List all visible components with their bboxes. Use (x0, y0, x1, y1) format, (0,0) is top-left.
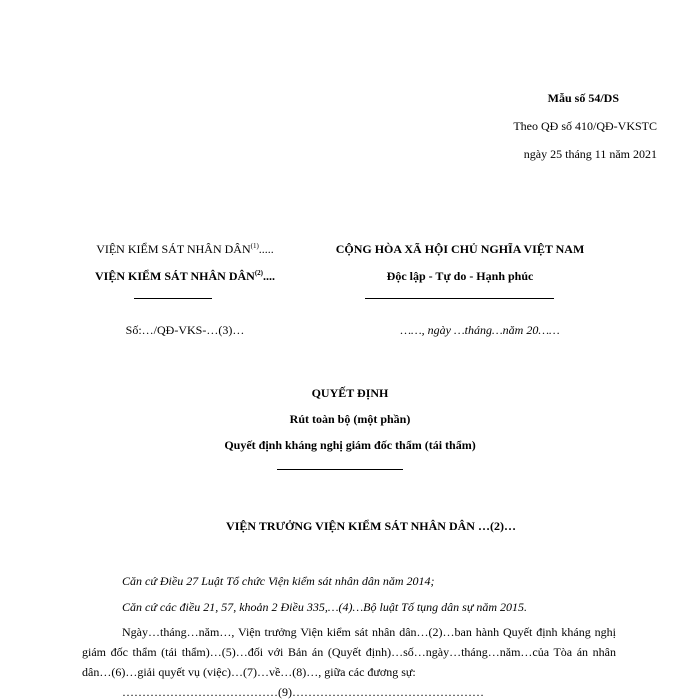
decision-subtitle-2: Quyết định kháng nghị giám đốc thẩm (tái thẩm) (224, 438, 476, 452)
body-paragraph (82, 622, 616, 682)
national-title: CỘNG HÒA XÃ HỘI CHỦ NGHĨA VIỆT NAM (335, 242, 585, 256)
procuracy-line-2 (80, 269, 290, 283)
parties-line: …………………………………(9)………………………………………… (122, 685, 484, 699)
decision-reference: Theo QĐ số 410/QĐ-VKSTC (513, 119, 657, 133)
procuracy-line-1-trail: ..... (258, 242, 274, 256)
national-motto: Độc lập - Tự do - Hạnh phúc (386, 269, 534, 283)
left-header-divider (134, 298, 212, 299)
decision-title: QUYẾT ĐỊNH (311, 386, 389, 400)
procuracy-line-1-footnote: (1) (250, 242, 259, 250)
procuracy-line-2-trail: .... (262, 269, 275, 283)
procuracy-line-1-text: VIỆN KIỂM SÁT NHÂN DÂN (96, 242, 251, 256)
legal-basis-2: Căn cứ các điều 21, 57, khoản 2 Điều 335,…(4)…Bộ luật Tố tụng dân sự năm 2015. (122, 600, 528, 614)
place-and-date: ……, ngày …tháng…năm 20…… (400, 323, 560, 337)
decision-subtitle-1: Rút toàn bộ (một phần) (289, 412, 411, 426)
title-divider (277, 469, 403, 470)
right-header-divider (365, 298, 554, 299)
document-number: Số:…/QĐ-VKS-…(3)… (125, 323, 245, 337)
issuing-authority: VIỆN TRƯỞNG VIỆN KIỂM SÁT NHÂN DÂN …(2)… (226, 519, 516, 533)
procuracy-line-2-footnote: (2) (254, 269, 263, 277)
procuracy-line-1 (80, 242, 290, 256)
procuracy-line-2-text: VIỆN KIỂM SÁT NHÂN DÂN (95, 269, 255, 283)
legal-basis-1: Căn cứ Điều 27 Luật Tổ chức Viện kiểm sát nhân dân năm 2014; (122, 574, 435, 588)
form-number: Mẫu số 54/DS (547, 91, 619, 105)
decision-date: ngày 25 tháng 11 năm 2021 (523, 147, 657, 161)
body-paragraph-text: Ngày…tháng…năm…, Viện trưởng Viện kiểm sát nhân dân…(2)…ban hành Quyết định kháng nghị giám đốc thẩm (tái thẩm)…(5)…đối với Bản án (Quyết định)…số…ngày…tháng…năm…của Tòa án nhân dân…(6)…giải quyết vụ (việc)…(7)…về…(8)…, giữa các đương sự: (82, 625, 616, 679)
